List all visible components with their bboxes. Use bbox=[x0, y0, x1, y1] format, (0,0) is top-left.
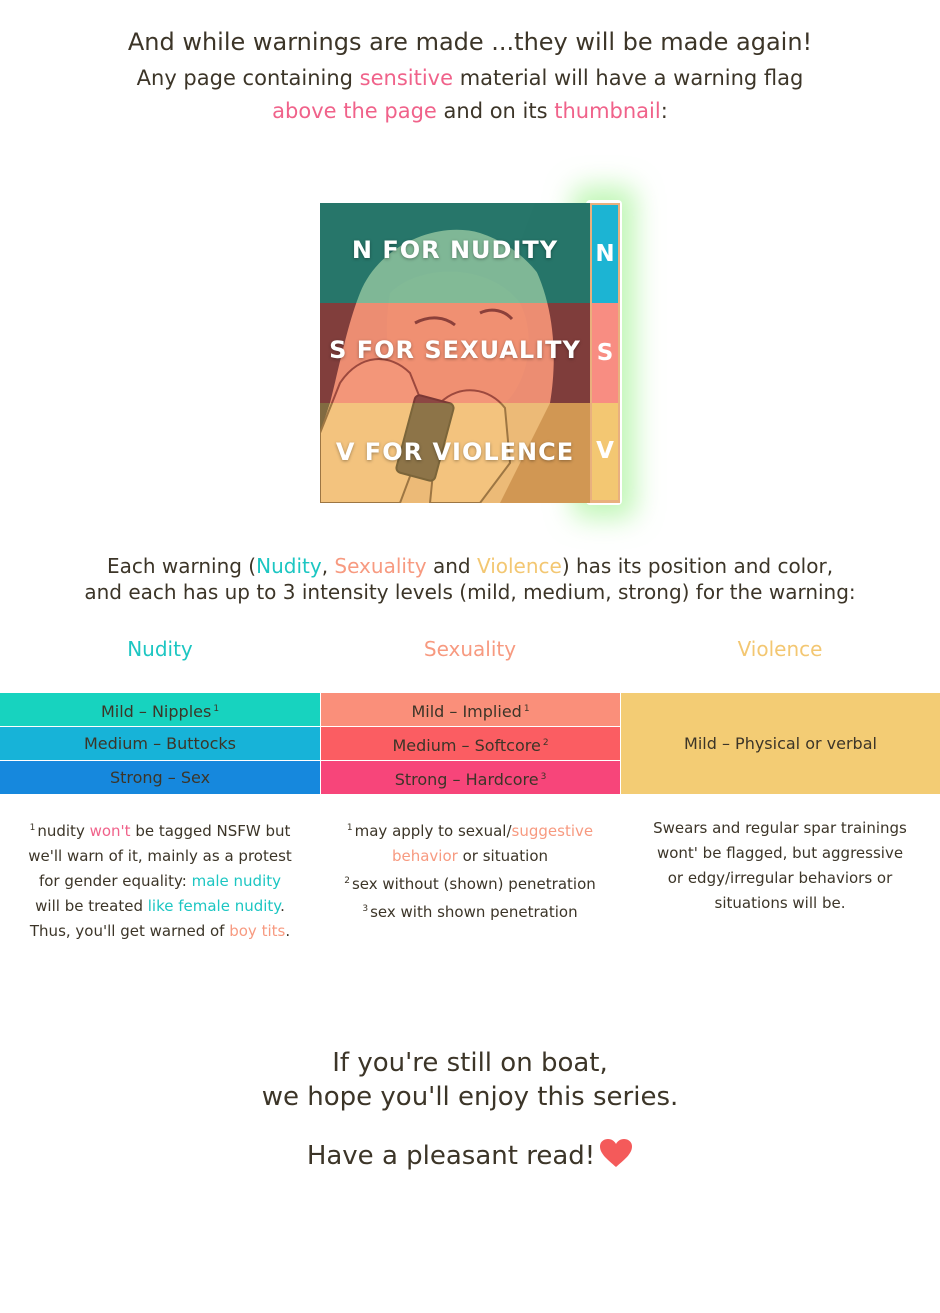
footnote-marker: 1 bbox=[346, 823, 353, 833]
intro-highlight-above-page: above the page bbox=[272, 99, 437, 123]
note-highlight: boy tits bbox=[229, 922, 286, 940]
level-label: Medium – Softcore bbox=[392, 736, 541, 755]
nudity-notes bbox=[10, 816, 310, 944]
strip-v: V bbox=[592, 403, 618, 500]
level-label: Strong – Sex bbox=[109, 768, 211, 787]
footnote-marker: 2 bbox=[542, 738, 549, 748]
level-label: Mild – Implied bbox=[411, 702, 522, 721]
violence-title: Violence bbox=[737, 637, 823, 661]
note-text: or situation bbox=[457, 847, 549, 865]
band-label-violence: V FOR VIOLENCE bbox=[335, 438, 575, 466]
nudity-level-mild bbox=[0, 693, 320, 726]
explain-line-2: and each has up to 3 intensity levels (mild, medium, strong) for the warning: bbox=[84, 580, 856, 604]
intro-line-3 bbox=[0, 99, 940, 123]
note-text: wont' be flagged, but aggressive bbox=[656, 844, 904, 862]
note-text: may apply to sexual/ bbox=[354, 822, 512, 840]
note-text: will be treated bbox=[35, 897, 148, 915]
band-label-sexuality: S FOR SEXUALITY bbox=[329, 336, 581, 364]
sexuality-notes bbox=[320, 816, 620, 925]
note-highlight: behavior bbox=[391, 847, 458, 865]
note-text: sex with shown penetration bbox=[370, 903, 578, 921]
explain-violence: Violence bbox=[476, 554, 562, 578]
intro-text: Any page containing bbox=[136, 66, 360, 90]
band-label-nudity: N FOR NUDITY bbox=[351, 236, 559, 264]
thumbnail-example bbox=[320, 203, 620, 503]
level-label: Mild – Physical or verbal bbox=[684, 734, 877, 753]
intro-text: material will have a warning flag bbox=[453, 66, 804, 90]
intro-line-2 bbox=[0, 66, 940, 90]
note-text: Thus, you'll get warned of bbox=[29, 922, 230, 940]
note-text: for gender equality: bbox=[38, 872, 192, 890]
sexuality-title: Sexuality bbox=[423, 637, 517, 661]
note-highlight: like female nudity bbox=[147, 897, 281, 915]
nudity-level-strong bbox=[0, 761, 320, 794]
violence-level-mild bbox=[621, 693, 940, 794]
outro-line-2: we hope you'll enjoy this series. bbox=[261, 1082, 679, 1112]
footnote-marker: 3 bbox=[362, 904, 369, 914]
intro-line-1: And while warnings are made ...they will be made again! bbox=[127, 28, 813, 56]
explain-nudity: Nudity bbox=[256, 554, 322, 578]
strip-n: N bbox=[592, 205, 618, 303]
note-text: nudity bbox=[37, 822, 90, 840]
explain-text: ) has its position and color, bbox=[561, 554, 834, 578]
footnote-marker: 1 bbox=[29, 823, 36, 833]
level-label: Strong – Hardcore bbox=[394, 770, 539, 789]
footnote-marker: 1 bbox=[213, 704, 220, 714]
heart-icon bbox=[599, 1138, 633, 1175]
note-highlight: male nudity bbox=[191, 872, 282, 890]
note-text: . bbox=[280, 897, 285, 915]
note-text: Swears and regular spar trainings bbox=[653, 819, 907, 837]
outro-line-1: If you're still on boat, bbox=[332, 1048, 608, 1078]
intro-highlight-thumbnail: thumbnail bbox=[554, 99, 661, 123]
nudity-level-medium bbox=[0, 727, 320, 760]
strip-s: S bbox=[592, 303, 618, 403]
explain-text: and bbox=[426, 554, 477, 578]
outro-text: Have a pleasant read! bbox=[306, 1141, 596, 1171]
intro-text: and on its bbox=[436, 99, 555, 123]
sexuality-level-mild bbox=[321, 693, 620, 726]
footnote-marker: 3 bbox=[540, 772, 547, 782]
note-text: or edgy/irregular behaviors or bbox=[667, 869, 893, 887]
footnote-marker: 2 bbox=[344, 876, 350, 886]
sexuality-level-strong bbox=[321, 761, 620, 794]
note-text: sex without (shown) penetration bbox=[351, 875, 596, 893]
sexuality-level-medium bbox=[321, 727, 620, 760]
explain-sexuality: Sexuality bbox=[334, 554, 427, 578]
explain-line-1 bbox=[0, 554, 940, 578]
footnote-marker: 1 bbox=[523, 704, 530, 714]
note-text: . bbox=[285, 922, 291, 940]
explain-text: Each warning ( bbox=[106, 554, 257, 578]
note-text: situations will be. bbox=[714, 894, 846, 912]
intro-highlight-sensitive: sensitive bbox=[359, 66, 454, 90]
violence-notes bbox=[630, 816, 930, 916]
level-label: Medium – Buttocks bbox=[84, 734, 236, 753]
intro-text: : bbox=[660, 99, 668, 123]
note-highlight: won't bbox=[89, 822, 131, 840]
note-text: be tagged NSFW but bbox=[130, 822, 291, 840]
note-text: we'll warn of it, mainly as a protest bbox=[28, 847, 292, 865]
note-highlight: suggestive bbox=[511, 822, 594, 840]
explain-text: , bbox=[321, 554, 335, 578]
outro-line-3 bbox=[0, 1138, 940, 1175]
level-label: Mild – Nipples bbox=[100, 702, 212, 721]
nudity-title: Nudity bbox=[127, 637, 193, 661]
